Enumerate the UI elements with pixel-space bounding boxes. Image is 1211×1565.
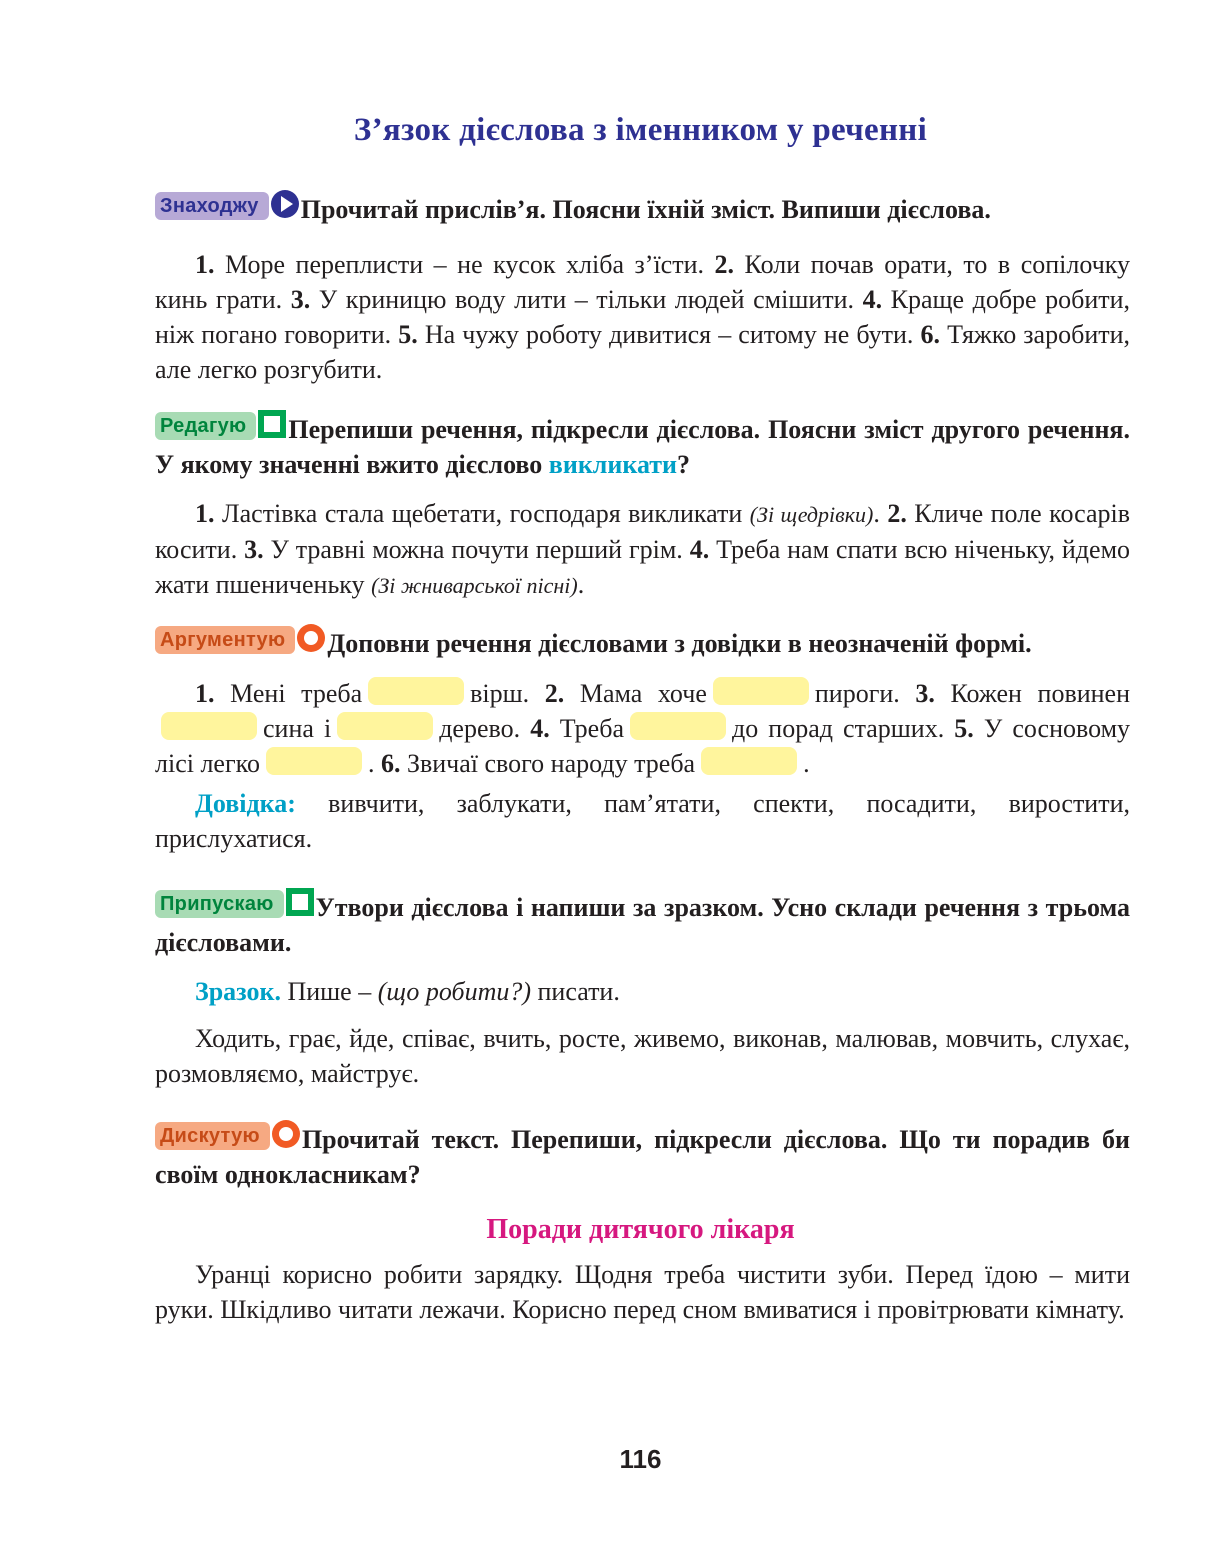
answer-blank[interactable]	[337, 712, 433, 740]
badge-suppose: Припускаю	[155, 890, 284, 918]
hint-words: вивчити, заблукати, пам’ятати, спекти, посадити, виростити, прислухатися.	[155, 789, 1130, 853]
square-icon	[258, 410, 286, 438]
task-2-sentences: 1. Ластівка стала щебетати, господаря викликати (Зі щедрівки). 2. Кличе поле косарів косити. 3. У травні можна почути перший грім. 4. Треба нам спати всю ніченьку, йдемо жати пшениченьку (Зі жниварської пісні).	[155, 499, 1131, 599]
task-3-sentences: 1. Мені треба вірш. 2. Мама хоче пироги. 3. Кожен повиненсина і дерево. 4. Треба до порад старших. 5. У сосновому лісі легко . 6. Звичаї свого народу треба .	[155, 679, 1131, 778]
task-4-heading	[155, 890, 1130, 960]
task-2-instruction: Перепиши речення, підкресли дієслова. Поясни зміст другого речення. У якому значенні вжито дієслово	[155, 415, 1130, 479]
text-title: Поради дитячого лікаря	[486, 1214, 795, 1245]
answer-blank[interactable]	[701, 747, 797, 775]
task-5-heading	[155, 1122, 1130, 1192]
play-circle-icon	[271, 190, 299, 218]
answer-blank[interactable]	[161, 712, 257, 740]
circle-icon	[297, 624, 325, 652]
answer-blank[interactable]	[713, 677, 809, 705]
circle-icon	[272, 1120, 300, 1148]
page-title: З’язок дієслова з іменником у реченні	[353, 112, 928, 148]
answer-blank[interactable]	[266, 747, 362, 775]
doctor-advice-text: Уранці корисно робити зарядку. Щодня треба чистити зуби. Перед їдою – мити руки. Шкідливо читати лежачи. Корисно перед сном вмиватися і провітрювати кімнату.	[155, 1260, 1130, 1324]
sample-label: Зразок.	[195, 977, 281, 1006]
square-icon	[286, 888, 314, 916]
answer-blank[interactable]	[630, 712, 726, 740]
task-2-heading: Редагую Перепиши речення, підкресли дієслова. Поясни зміст другого речення. У якому значенні вжито дієслово викликати?	[155, 412, 1130, 482]
task-5-instruction: Прочитай текст. Перепиши, підкресли дієслова. Що ти порадив би своїм однокласникам?	[155, 1125, 1130, 1189]
task-3-instruction: Доповни речення дієсловами з довідки в неозначеній формі.	[327, 629, 1032, 658]
hint-label: Довідка:	[195, 789, 296, 818]
badge-argue: Аргументую	[155, 626, 295, 654]
keyword: викликати	[548, 450, 678, 479]
task-1-proverbs: 1. Море переплисти – не кусок хліба з’їсти. 2. Коли почав орати, то в сопілочку кинь грати. 3. У криницю воду лити – тільки людей смішити. 4. Краще добре робити, ніж погано говорити. 5. На чужу роботу дивитися – ситому не бути. 6. Тяжко заробити, але легко розгубити.	[155, 250, 1131, 384]
page-number: 116	[619, 1444, 662, 1474]
task-4-instruction: Утвори дієслова і напиши за зразком. Усно склади речення з трьома дієсловами.	[155, 893, 1130, 957]
task-4-sample: Зразок. Пише – (що робити?) писати.	[195, 977, 620, 1006]
task-3-hint	[155, 786, 1130, 856]
task-4-words: Ходить, грає, йде, співає, вчить, росте, живемо, виконав, малював, мовчить, слухає, розмовляємо, майструє.	[155, 1024, 1130, 1088]
badge-discuss: Дискутую	[155, 1122, 270, 1150]
task-1-heading	[155, 192, 1130, 227]
task-1-instruction: Прочитай прислів’я. Поясни їхній зміст. Випиши дієслова.	[300, 195, 991, 224]
task-3-heading	[155, 626, 1130, 661]
badge-edit: Редагую	[155, 412, 256, 440]
badge-find: Знаходжу	[155, 192, 269, 220]
answer-blank[interactable]	[368, 677, 464, 705]
